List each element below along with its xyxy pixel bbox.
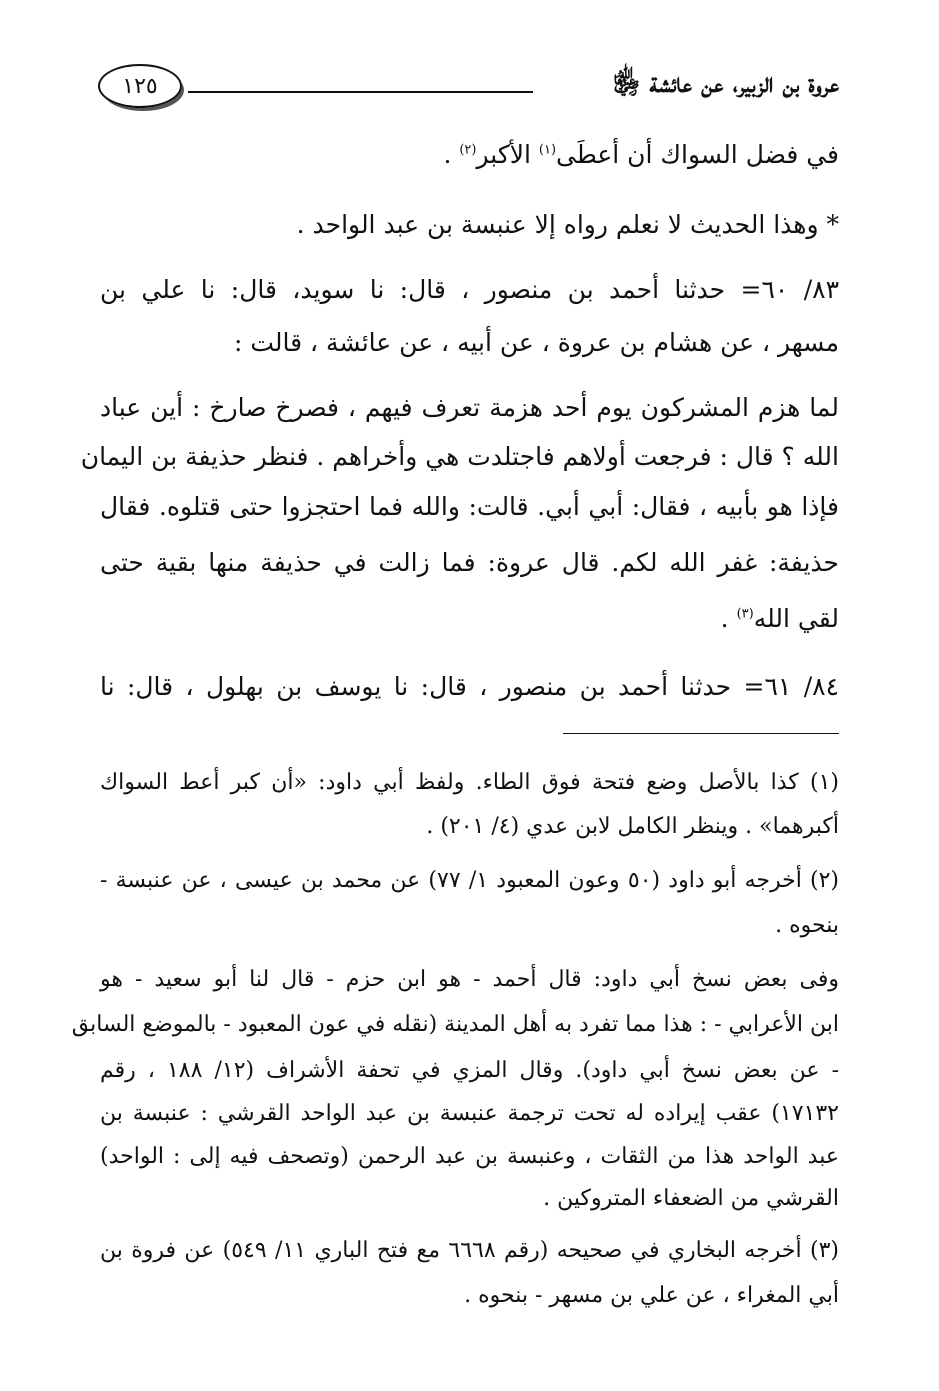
- hadith-text-line-1: لما هزم المشركون يوم أحد هزمة تعرف فيهم ، فصرخ صارخ : أين عباد: [100, 393, 839, 422]
- header-rule: [188, 91, 533, 93]
- footnote-2-line-2: بنحوه .: [775, 913, 839, 938]
- text-line-1: في فضل السواك أن أعطَى$^{(١)}$ الأكبر$^{(٢)}$ .: [443, 140, 839, 169]
- footnote-2-para-line-3: - عن بعض نسخ أبي داود). وقال المزي في تحفة الأشراف (١٢/ ١٨٨ ، رقم: [100, 1058, 840, 1083]
- running-title: عروة بن الزبير، عن عائشة ﵂: [612, 68, 839, 99]
- hadith-text-line-4: حذيفة: غفر الله لكم. قال عروة: فما زالت في حذيفة منها بقية حتى: [100, 548, 839, 577]
- footnote-2-para-line-2: ابن الأعرابي - : هذا مما تفرد به أهل المدينة (نقله في عون المعبود - بالموضع السابق: [71, 1012, 839, 1037]
- footnote-3-line-2: أبي المغراء ، عن علي بن مسهر - بنحوه .: [464, 1283, 839, 1308]
- page-number-badge: [98, 64, 182, 108]
- footnote-1-line-2: أكبرهما» . وينظر الكامل لابن عدي (٤/ ٢٠١) .: [426, 814, 839, 839]
- footnote-ref-2: (٢): [459, 142, 477, 158]
- hadith-text-line-5: لقي الله$^{(٣)}$ .: [720, 604, 839, 633]
- hadith-83-line-2: مسهر ، عن هشام بن عروة ، عن أبيه ، عن عائشة ، قالت :: [233, 328, 839, 357]
- text-line-2: * وهذا الحديث لا نعلم رواه إلا عنبسة بن عبد الواحد .: [296, 210, 839, 239]
- footnote-1-line-1: (١) كذا بالأصل وضع فتحة فوق الطاء. ولفظ أبي داود: «أن كبر أعط السواك: [100, 770, 839, 795]
- footnote-2-para-line-5: عبد الواحد هذا من الثقات ، وعنبسة بن عبد الرحمن (وتصحف فيه إلى : الواحد): [100, 1144, 839, 1169]
- hadith-83-line-1: ٨٣/ ٦٠= حدثنا أحمد بن منصور ، قال: نا سويد، قال: نا علي بن: [100, 275, 840, 304]
- footnote-ref-3: (٣): [736, 606, 754, 622]
- footnote-2-para-line-4: ١٧١٣٢) عقب إيراده له تحت ترجمة عنبسة بن عبد الواحد القرشي : عنبسة بن: [100, 1101, 839, 1126]
- footnote-2-para-line-6: القرشي من الضعفاء المتروكين .: [543, 1186, 839, 1211]
- hadith-84-line-1: ٨٤/ ٦١= حدثنا أحمد بن منصور ، قال: نا يوسف بن بهلول ، قال: نا: [100, 672, 840, 701]
- footnote-rule: [563, 733, 839, 734]
- footnote-2-para-line-1: وفى بعض نسخ أبي داود: قال أحمد - هو ابن حزم - قال لنا أبو سعيد - هو: [100, 967, 839, 992]
- footnote-2-line-1: (٢) أخرجه أبو داود (٥٠ وعون المعبود ١/ ٧٧) عن محمد بن عيسى ، عن عنبسة -: [100, 868, 840, 893]
- hadith-text-line-3: فإذا هو بأبيه ، فقال: أبي أبي. قالت: والله فما احتجزوا حتى قتلوه. فقال: [100, 492, 839, 521]
- hadith-text-line-2: الله ؟ قال : فرجعت أولاهم فاجتلدت هي وأخراهم . فنظر حذيفة بن اليمان: [80, 442, 839, 471]
- footnote-3-line-1: (٣) أخرجه البخاري في صحيحه (رقم ٦٦٦٨ مع فتح الباري ١١/ ٥٤٩) عن فروة بن: [100, 1238, 839, 1263]
- footnote-ref-1: (١): [538, 142, 557, 158]
- page-number: ١٢٥: [122, 73, 158, 99]
